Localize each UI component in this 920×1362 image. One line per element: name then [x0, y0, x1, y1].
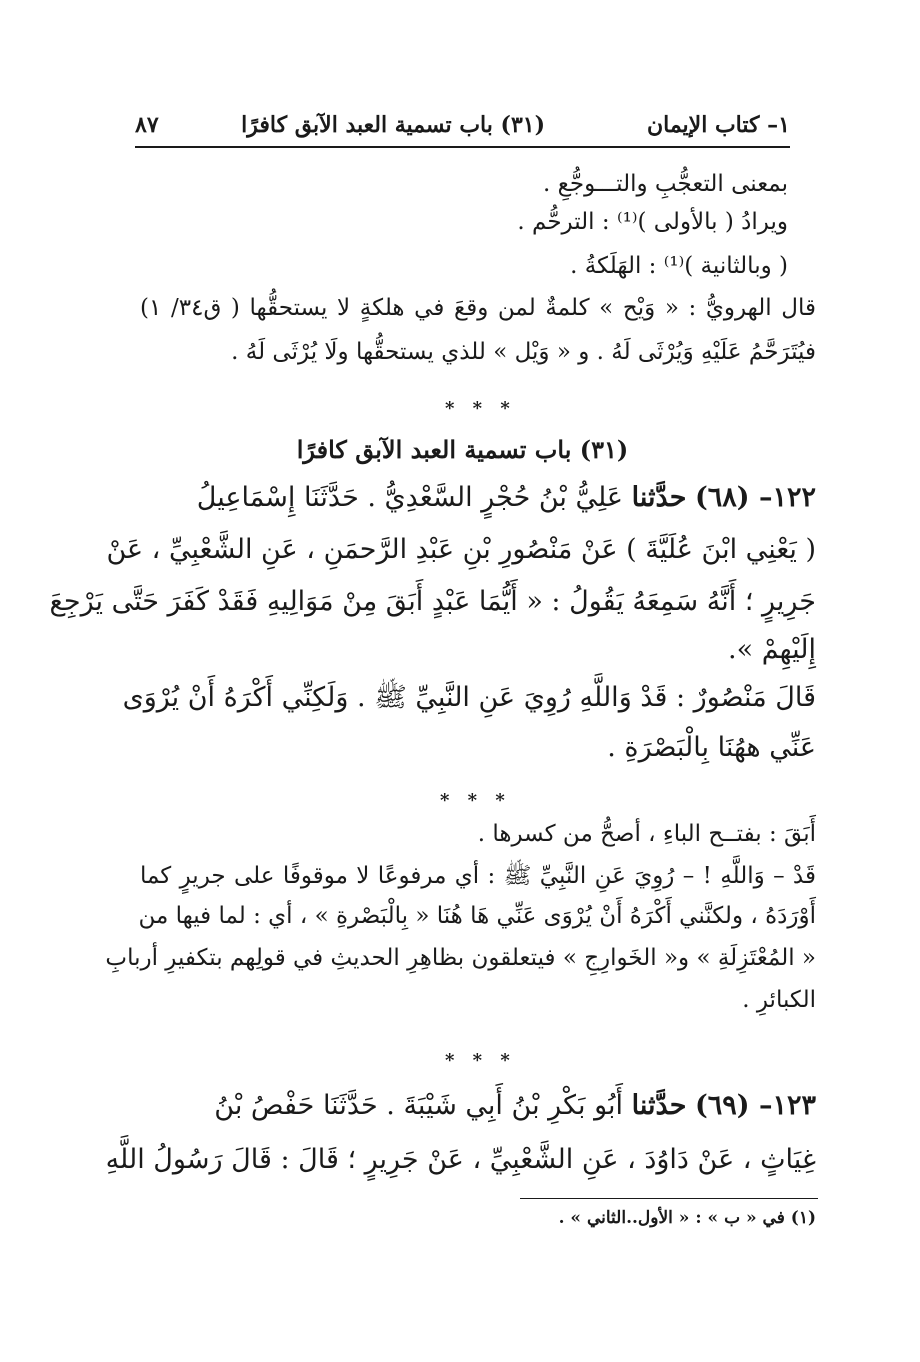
header-divider	[135, 146, 790, 148]
hadith-line	[140, 476, 816, 520]
haddathana: حدَّثنا	[631, 482, 687, 513]
running-header	[135, 112, 790, 146]
commentary-line: الكبائرِ .	[742, 987, 816, 1013]
chapter-title: (٣١) باب تسمية العبد الآبق كافرًا	[241, 112, 545, 138]
commentary-line: أَوْرَدَهُ ، ولكنَّني أَكْرَهُ أَنْ يُرْوَى عَنِّي هَا هُنَا « بِالْبَصْرةِ » ، أي : لما فيها من	[138, 903, 816, 929]
commentary-line: « المُعْتَزِلَةِ » و« الخَوارِجِ » فيتعلقون بظاهِرِ الحديثِ في قولِهم بتكفيرِ أربابِ	[105, 945, 816, 971]
commentary-line: أَبَقَ : بفتــح الباءِ ، أصحُّ من كسرها .	[477, 821, 816, 847]
hadith-line: ( يَعْنِي ابْنَ عُلَيَّةَ ) عَنْ مَنْصُورِ بْنِ عَبْدِ الرَّحمَنِ ، عَنِ الشَّعْبِيِّ ، عَنْ	[106, 534, 816, 565]
note-line: ( وبالثانية )⁽¹⁾ : الهَلَكةُ .	[570, 253, 788, 279]
note-line: قال الهرويُّ : « وَيْح » كلمةٌ لمن وقعَ في هلكةٍ لا يستحقُّها ( ق٣٤/ ١)	[140, 295, 816, 321]
haddathana: حدَّثنا	[631, 1090, 687, 1121]
note-line: ويرادُ ( بالأولى )⁽¹⁾ : الترحُّم .	[517, 209, 788, 235]
hadith-line: غِيَاثٍ ، عَنْ دَاوُدَ ، عَنِ الشَّعْبِيِّ ، عَنْ جَرِيرٍ ؛ قَالَ : قَالَ رَسُولُ اللَّهِ	[105, 1144, 816, 1175]
section-separator: * * *	[440, 790, 511, 811]
mansur-line: عَنِّي ههُنَا بِالْبَصْرَةِ .	[607, 732, 816, 763]
chapter-heading: (٣١) باب تسمية العبد الآبق كافرًا	[296, 435, 629, 464]
page-number: ٨٧	[135, 112, 159, 138]
book-title: ١– كتاب الإيمان	[646, 112, 790, 138]
section-separator: * * *	[445, 398, 516, 419]
note-line: بمعنى التعجُّبِ والتـــوجُّعِ .	[542, 171, 788, 197]
hadith-number: ١٢٢– (٦٨)	[695, 482, 816, 513]
hadith-line	[140, 1084, 816, 1128]
note-line: فيُتَرَحَّمُ عَلَيْهِ وَيُرْثَى لَهُ . و « وَيْل » للذي يستحقُّها ولَا يُرْثَى لَهُ .	[231, 339, 816, 365]
mansur-line: قَالَ مَنْصُورٌ : قَدْ وَاللَّهِ رُوِيَ عَنِ النَّبِيِّ ﷺ . وَلَكِنِّي أَكْرَهُ أَنْ يُرْوَى	[122, 682, 816, 713]
footnote-divider	[520, 1198, 818, 1199]
hadith-line: إِلَيْهِمْ ».	[728, 634, 816, 665]
footnote: (١) في « ب » : « الأول..الثاني » .	[558, 1208, 816, 1228]
section-separator: * * *	[445, 1050, 516, 1071]
hadith-text: أَبُو بَكْرِ بْنُ أَبِي شَيْبَةَ . حَدَّثَنَا حَفْصُ بْنُ	[214, 1090, 624, 1121]
hadith-number: ١٢٣– (٦٩)	[695, 1090, 816, 1121]
hadith-line: جَرِيرٍ ؛ أَنَّهُ سَمِعَهُ يَقُولُ : « أَيُّمَا عَبْدٍ أَبَقَ مِنْ مَوَالِيهِ فَقَدْ كَفَرَ حَتَّى يَرْجِعَ	[49, 586, 816, 617]
hadith-text: عَلِيُّ بْنُ حُجْرٍ السَّعْدِيُّ . حَدَّثَنَا إِسْمَاعِيلُ	[196, 482, 624, 513]
commentary-line: قَدْ – وَاللَّهِ ! – رُوِيَ عَنِ النَّبِيِّ ﷺ : أي مرفوعًا لا موقوفًا على جريرٍ كما	[140, 863, 816, 889]
